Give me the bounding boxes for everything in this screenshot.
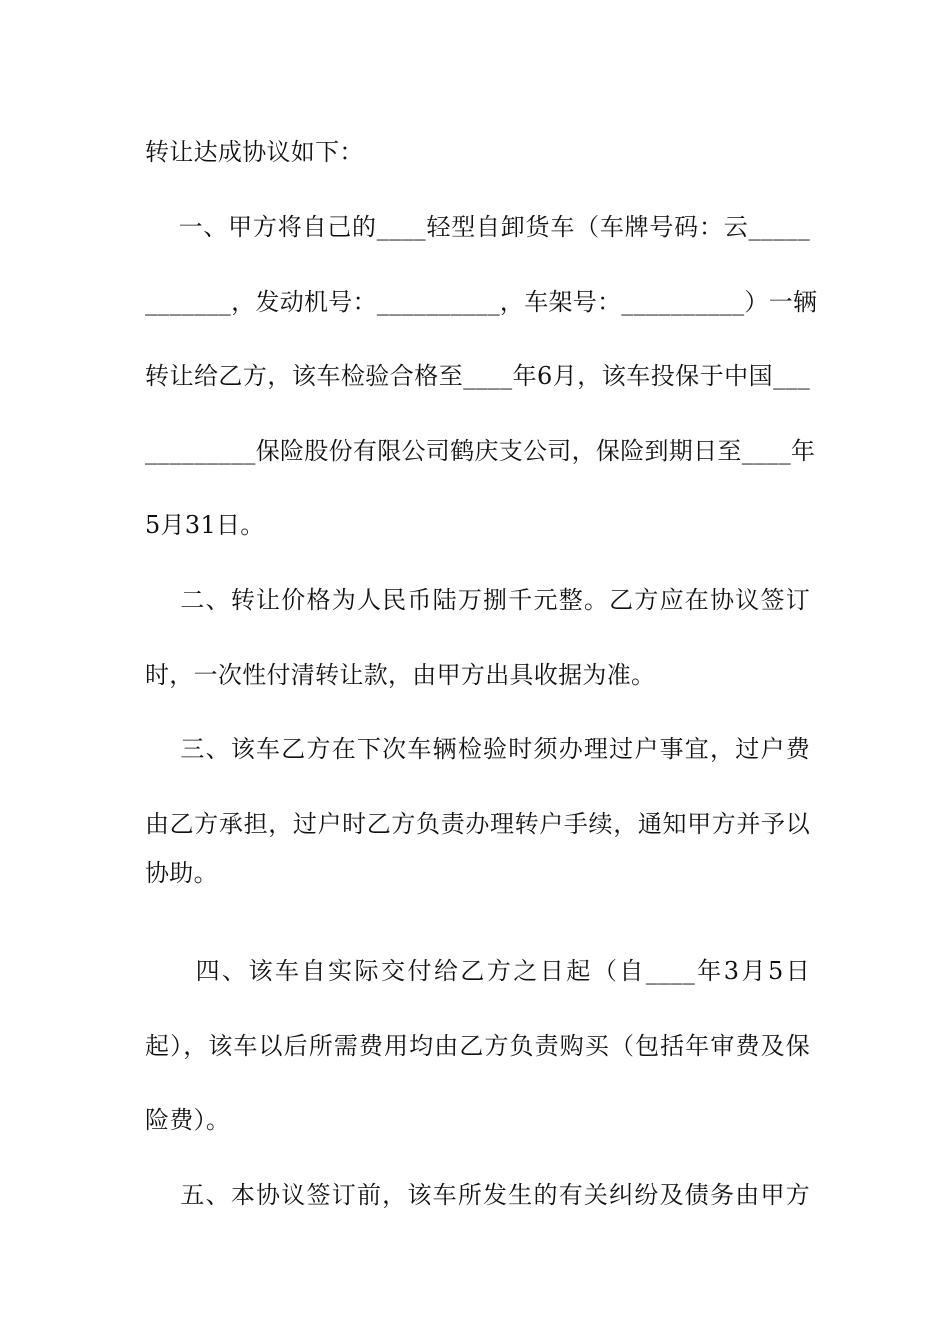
text-line: 由乙方承担，过户时乙方负责办理转户手续，通知甲方并予以	[145, 810, 810, 838]
text-line: _________保险股份有限公司鹤庆支公司，保险到期日至____年	[145, 437, 816, 465]
text-line: 转让给乙方，该车检验合格至____年6月，该车投保于中国___	[145, 362, 810, 390]
text-line: 二、转让价格为人民币陆万捌千元整。乙方应在协议签订	[145, 586, 810, 614]
text-line: 5月31日。	[145, 511, 265, 539]
text-line: 协助。	[145, 859, 218, 887]
text-line: 五、本协议签订前，该车所发生的有关纠纷及债务由甲方	[145, 1181, 810, 1209]
text-line: 转让达成协议如下：	[145, 138, 364, 166]
text-line: _______，发动机号：__________，车架号：__________）一辆	[145, 288, 818, 316]
text-line: 四、该车自实际交付给乙方之日起（自____年3月5日	[145, 957, 810, 985]
text-line: 一、甲方将自己的____轻型自卸货车（车牌号码：云_____	[145, 213, 810, 241]
text-line: 起），该车以后所需费用均由乙方负责购买（包括年审费及保	[145, 1032, 810, 1060]
text-line: 时，一次性付清转让款，由甲方出具收据为准。	[145, 661, 656, 689]
text-line: 险费）。	[145, 1106, 231, 1134]
text-line: 三、该车乙方在下次车辆检验时须办理过户事宜，过户费	[145, 735, 810, 763]
